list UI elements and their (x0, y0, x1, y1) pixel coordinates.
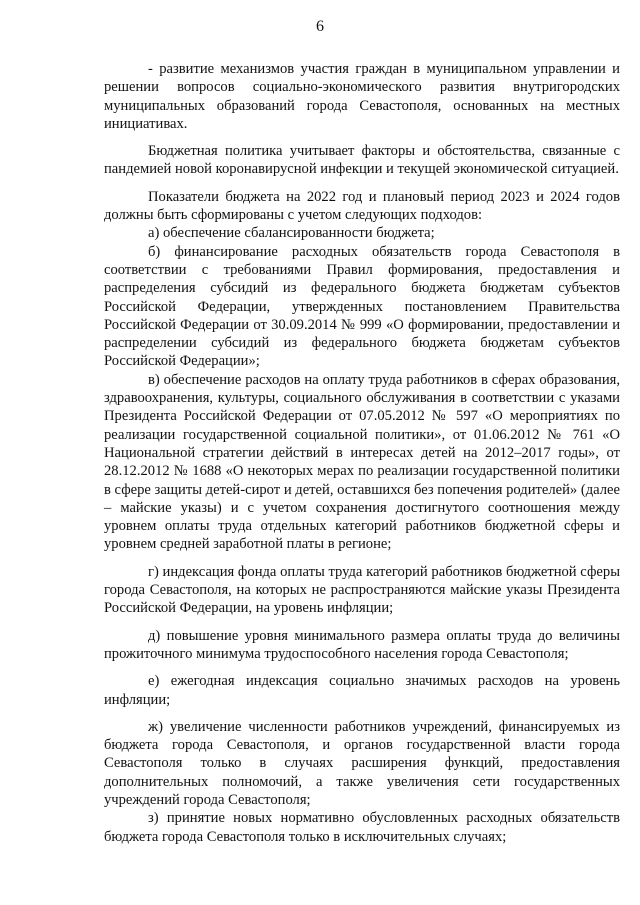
list-item-v: в) обеспечение расходов на оплату труда работников в сферах образования, здравоохранения, культуры, социального обслуживания в соответствии с указами Президента Российской Федерации от 07.05.2012 № 597 «О мероприятиях по реализации государственной социальной политики», от 01.06.2012 № 761 «О Национальной стратегии действий в интересах детей на 2012–2017 годы», от 28.12.2012 № 1688 «О некоторых мерах по реализации государственной политики в сфере защиты детей-сирот и детей, оставшихся без попечения родителей» (далее – майские указы) и с учетом сохранения достигнутого соотношения между уровнем оплаты труда отдельных категорий работников бюджетной сферы и уровнем средней заработной платы в регионе; (104, 371, 620, 553)
list-item-b: б) финансирование расходных обязательств города Севастополя в соответствии с требованиями Правил формирования, предоставления и распределения субсидий из федерального бюджета бюджетам субъектов Российской Федерации, утвержденных постановлением Правительства Российской Федерации от 30.09.2014 № 999 «О формировании, предоставлении и распределении субсидий из федерального бюджета бюджетам субъектов Российской Федерации»; (104, 243, 620, 370)
paragraph-citizen-participation: - развитие механизмов участия граждан в муниципальном управлении и решении вопросов социально-экономического развития внутригородских муниципальных образований города Севастополя, основанных на местных инициативах. (104, 61, 620, 132)
paragraph-budget-indicators: Показатели бюджета на 2022 год и плановый период 2023 и 2024 годов должны быть сформированы с учетом следующих подходов: (104, 188, 620, 224)
list-item-zh: ж) увеличение численности работников учреждений, финансируемых из бюджета города Севастополя, и органов государственной власти города Севастополя только в случаях расширения функций, предоставления дополнительных полномочий, а также увеличения сети государственных учреждений города Севастополя; (104, 718, 620, 808)
list-item-d: д) повышение уровня минимального размера оплаты труда до величины прожиточного минимума трудоспособного населения города Севастополя; (104, 627, 620, 662)
list-item-a: а) обеспечение сбалансированности бюджета; (148, 225, 435, 242)
list-item-g: г) индексация фонда оплаты труда категорий работников бюджетной сферы города Севастополя, на которых не распространяются майские указы Президента Российской Федерации, на уровень инфляции; (104, 563, 620, 617)
page-number: 6 (316, 18, 324, 35)
document-body (104, 60, 620, 846)
list-item-e: е) ежегодная индексация социально значимых расходов на уровень инфляции; (104, 673, 620, 708)
list-item-z: з) принятие новых нормативно обусловленных расходных обязательств бюджета города Севастополя только в исключительных случаях; (104, 810, 620, 845)
paragraph-budget-policy-factors: Бюджетная политика учитывает факторы и обстоятельства, связанные с пандемией новой коронавирусной инфекции и текущей экономической ситуацией. (104, 143, 620, 178)
